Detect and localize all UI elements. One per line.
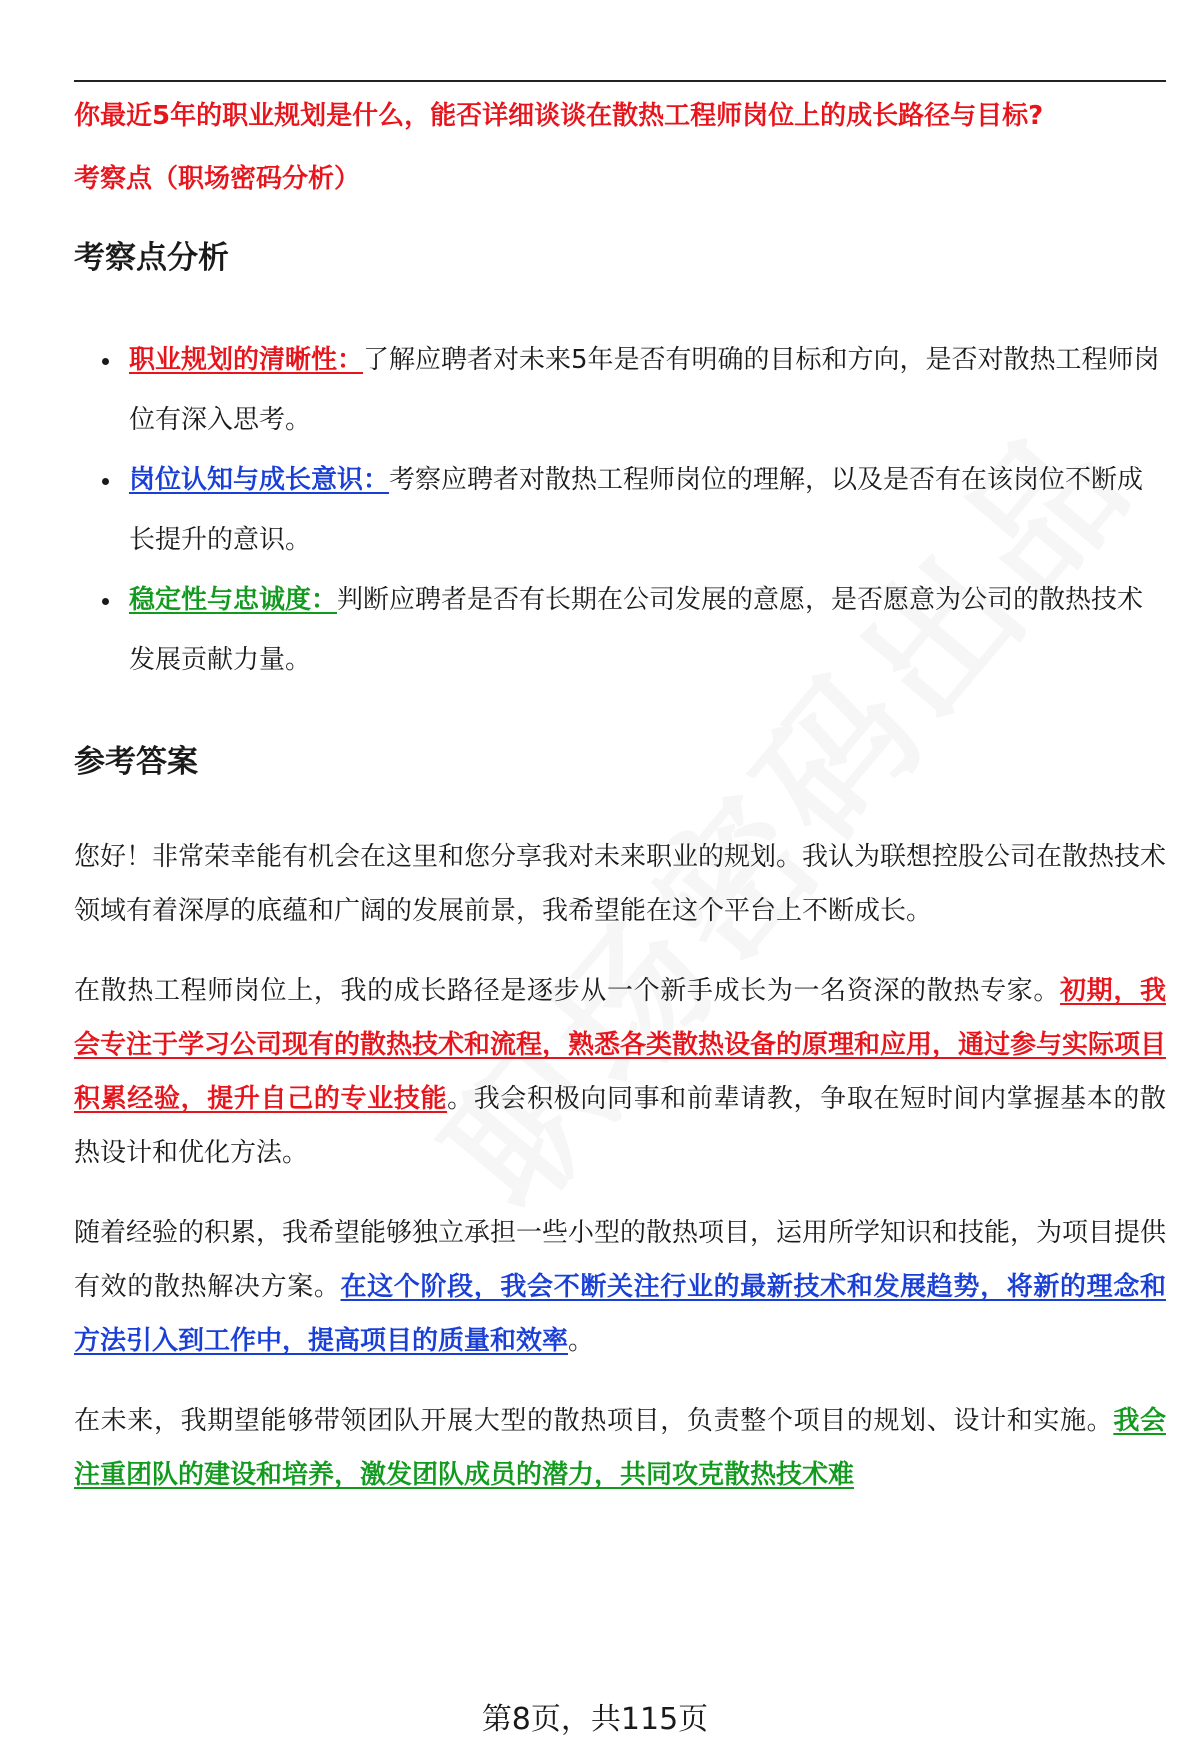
paragraph-text: 。我会积极向同事和前辈请教，争取在短时间内掌握基本的散热设计和优化方法。 xyxy=(74,1084,1166,1168)
analysis-item xyxy=(74,450,1166,570)
content xyxy=(74,98,1166,1502)
highlight-text[interactable]: 初期，我会专注于学习公司现有的散热技术和流程，熟悉各类散热设备的原理和应用，通过参与实际项目积累经验，提升自己的专业技能 xyxy=(74,976,1167,1114)
analysis-item-text: 判断应聘者是否有长期在公司发展的意愿，是否愿意为公司的散热技术发展贡献力量。 xyxy=(129,585,1144,675)
answer-paragraph-3 xyxy=(74,1206,1166,1368)
answer-paragraph-2 xyxy=(74,964,1166,1180)
analysis-list xyxy=(74,330,1166,690)
bullet-icon xyxy=(102,358,109,365)
question-title: 你最近5年的职业规划是什么，能否详细谈谈在散热工程师岗位上的成长路径与目标? xyxy=(74,101,1044,131)
paragraph-text: 。 xyxy=(568,1326,595,1356)
answer-paragraph-4 xyxy=(74,1394,1166,1502)
paragraph-text: 随着经验的积累，我希望能够独立承担一些小型的散热项目，运用所学知识和技能，为项目提供有效的散热解决方案。 xyxy=(74,1218,1167,1302)
analysis-item-text: 考察应聘者对散热工程师岗位的理解，以及是否有在该岗位不断成长提升的意识。 xyxy=(129,465,1144,555)
bullet-icon xyxy=(102,598,109,605)
analysis-item-label[interactable]: 职业规划的清晰性： xyxy=(129,345,364,375)
top-rule xyxy=(74,80,1166,82)
analysis-item xyxy=(74,330,1166,450)
highlight-text[interactable]: 在这个阶段，我会不断关注行业的最新技术和发展趋势，将新的理念和方法引入到工作中，提高项目的质量和效率 xyxy=(74,1272,1166,1356)
answer-heading: 参考答案 xyxy=(74,744,198,780)
analysis-item-label[interactable]: 稳定性与忠诚度： xyxy=(129,585,338,615)
bullet-icon xyxy=(102,478,109,485)
answer-paragraph-1: 您好！非常荣幸能有机会在这里和您分享我对未来职业的规划。我认为联想控股公司在散热技术领域有着深厚的底蕴和广阔的发展前景，我希望能在这个平台上不断成长。 xyxy=(74,842,1167,926)
kaocha-link[interactable]: 考察点（职场密码分析） xyxy=(74,164,361,194)
analysis-item-label[interactable]: 岗位认知与成长意识： xyxy=(129,465,390,495)
analysis-item-text: 了解应聘者对未来5年是否有明确的目标和方向，是否对散热工程师岗位有深入思考。 xyxy=(129,345,1160,435)
analysis-item xyxy=(74,570,1166,690)
paragraph-text: 在未来，我期望能够带领团队开展大型的散热项目，负责整个项目的规划、设计和实施。 xyxy=(74,1406,1114,1436)
page-footer: 第8页，共115页 xyxy=(481,1702,709,1737)
highlight-text[interactable]: 我会注重团队的建设和培养，激发团队成员的潜力，共同攻克散热技术难 xyxy=(74,1406,1166,1490)
analysis-heading: 考察点分析 xyxy=(74,240,229,276)
paragraph-text: 在散热工程师岗位上，我的成长路径是逐步从一个新手成长为一名资深的散热专家。 xyxy=(74,976,1061,1006)
